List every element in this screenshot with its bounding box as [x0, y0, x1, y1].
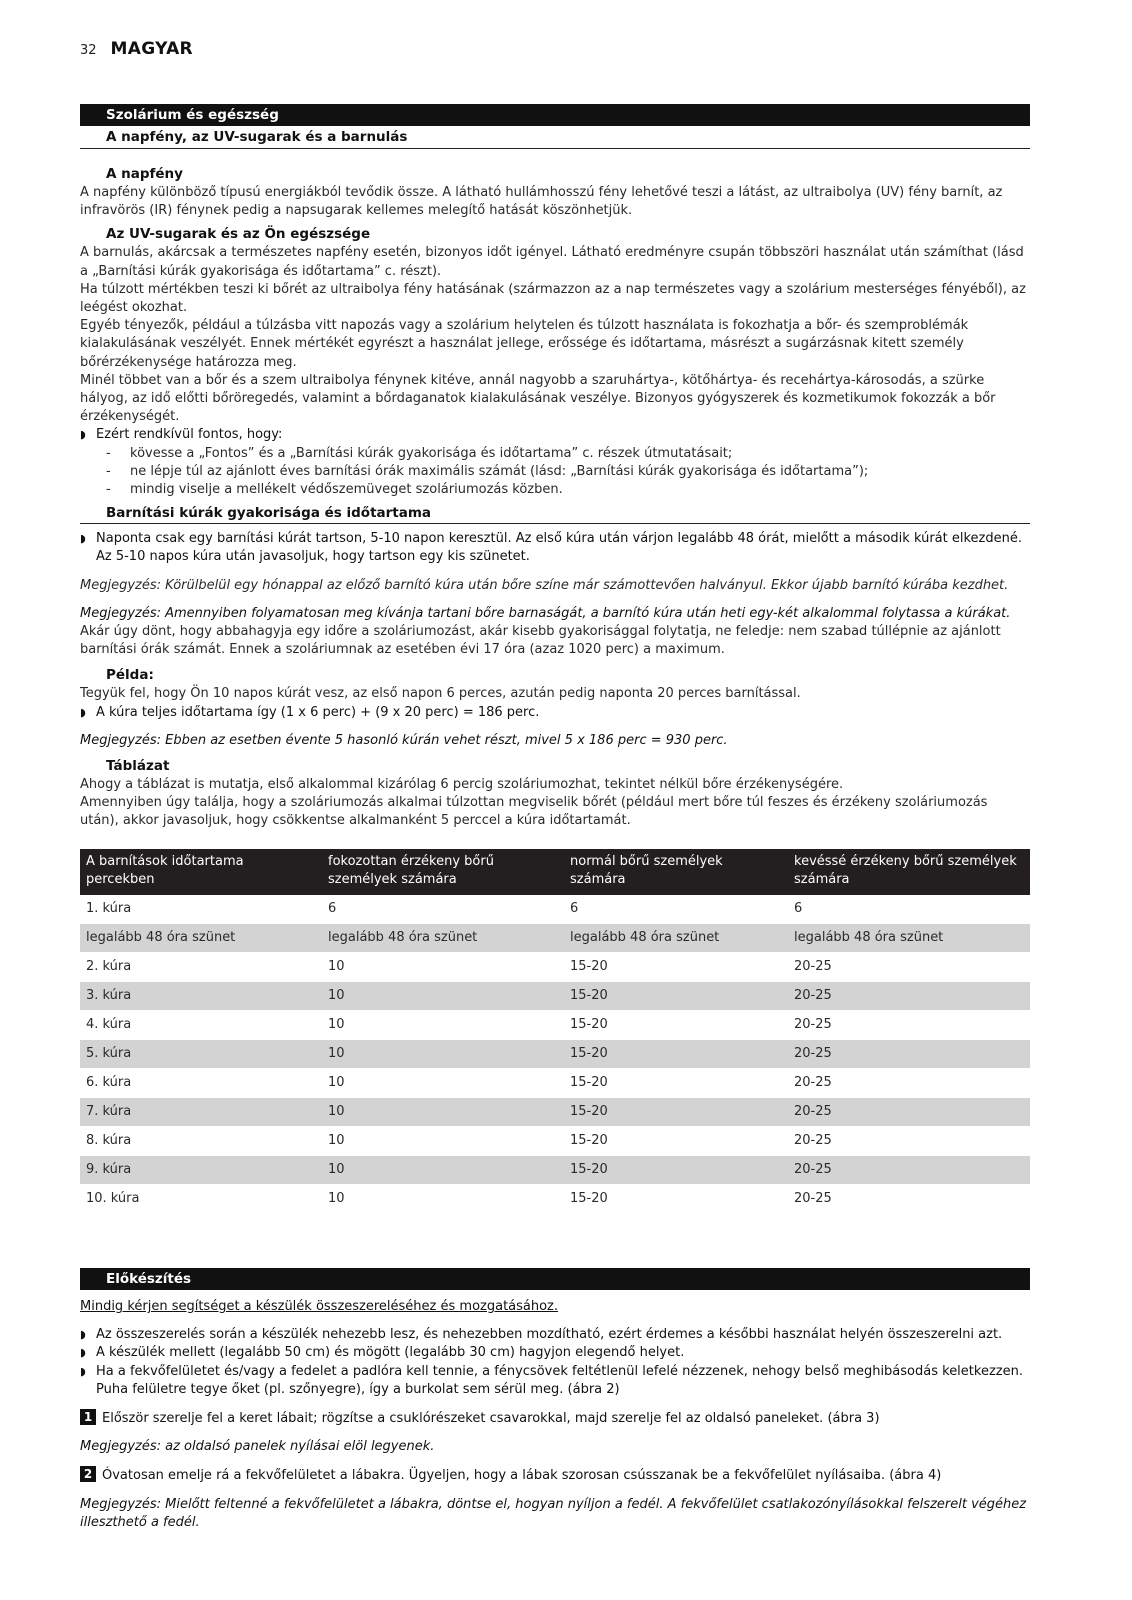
- table-row: 7. kúra 10 15-20 20-25: [80, 1097, 1030, 1126]
- frequency-text: Akár úgy dönt, hogy abbahagyja egy időre a szoláriumozást, akár kisebb gyakorisággal folytatja, ne feledje: nem szabad túllépnie az ajánlott barnítási órák számát. Ennek a szoláriumnak az esetében évi 17 óra (azaz 1020 perc) a maximum.: [80, 624, 1001, 658]
- tanning-schedule-table: [80, 849, 1030, 1214]
- table-row: 10. kúra 10 15-20 20-25: [80, 1184, 1030, 1213]
- column-header: A barnítások időtartama percekben: [80, 849, 322, 895]
- example-bullet: ◗ A kúra teljes időtartama így (1 x 6 perc) + (9 x 20 perc) = 186 perc.: [80, 704, 1030, 722]
- heading-frequency: Barnítási kúrák gyakorisága és időtartama: [80, 503, 1030, 524]
- table-header-row: [80, 849, 1030, 895]
- table-row: 4. kúra 10 15-20 20-25: [80, 1010, 1030, 1039]
- napfeny-text: A napfény különböző típusú energiákból tevődik össze. A látható hullámhosszú fény lehetővé teszi a látást, az ultraibolya (UV) fény barnít, az infravörös (IR) fénynek pedig a napsugarak kellemes melegítő hatását köszönhetjük.: [80, 185, 1003, 219]
- dash-item: - ne lépje túl az ajánlott éves barnítási órák maximális számát (lásd: „Barnítási kúrák gyakorisága és időtartama”);: [106, 463, 869, 479]
- page-header: [80, 39, 193, 59]
- heading-table: Táblázat: [106, 758, 170, 775]
- table-row: 8. kúra 10 15-20 20-25: [80, 1126, 1030, 1155]
- table-row: 9. kúra 10 15-20 20-25: [80, 1155, 1030, 1184]
- table-row: 1. kúra 6 6 6: [80, 895, 1030, 924]
- table-intro-1: Ahogy a táblázat is mutatja, első alkalommal kizárólag 6 percig szoláriumozhat, tekintet nélkül bőre érzékenységére.: [80, 777, 844, 793]
- heading-example: Példa:: [106, 667, 154, 684]
- uv-paragraph-3: Egyéb tényezők, például a túlzásba vitt napozás vagy a szolárium helytelen és túlzott használata is fokozhatja a bőr- és szemproblémák kialakulásának veszélyét. Ennek mértékét egyrészt a használat jellege, erőssége és időtartama, másrészt a sugárzásnak kitett személy bőrérzékenysége határozza meg.: [80, 318, 969, 370]
- table-row: 5. kúra 10 15-20 20-25: [80, 1039, 1030, 1068]
- dash-item: - kövesse a „Fontos” és a „Barnítási kúrák gyakorisága és időtartama” c. részek útmutatásait;: [106, 445, 733, 461]
- column-header: normál bőrű személyek számára: [564, 849, 788, 895]
- column-header: fokozottan érzékeny bőrű személyek számára: [322, 849, 564, 895]
- uv-paragraph-4: Minél többet van a bőr és a szem ultraibolya fénynek kitéve, annál nagyobb a szaruhártya-, kötőhártya- és recehártya-károsodás, a szürke hályog, az idő előtti bőröregedés, valamint a bőrdaganatok kialakulásának veszélye. Bizonyos gyógyszerek és kozmetikumok fokozzák a bőr érzékenységét.: [80, 372, 996, 425]
- heading-napfeny: A napfény: [106, 166, 183, 182]
- dash-item: - mindig viselje a mellékelt védőszemüveget szoláriumozás közben.: [106, 482, 563, 498]
- step-number-box: 2: [80, 1466, 96, 1482]
- section-subtitle: A napfény, az UV-sugarak és a barnulás: [80, 126, 1030, 149]
- assembly-warning: Mindig kérjen segítséget a készülék összeszereléséhez és mozgatásához.: [80, 1299, 559, 1314]
- step-number-box: 1: [80, 1409, 96, 1425]
- prep-bullet: ◗ Az összeszerelés során a készülék nehezebb lesz, és nehezebben mozdítható, ezért érdemes a későbbi használat helyén összeszerelni azt.: [80, 1326, 1030, 1344]
- example-note: Megjegyzés: Ebben az esetben évente 5 hasonló kúrán vehet részt, mivel 5 x 186 perc = 930 perc.: [80, 732, 728, 748]
- table-row: legalább 48 óra szünet legalább 48 óra szünet legalább 48 óra szünet legalább 48 óra szünet: [80, 923, 1030, 952]
- section-title-bar: Szolárium és egészség: [80, 104, 1030, 126]
- uv-paragraph-2: Ha túlzott mértékben teszi ki bőrét az ultraibolya fény hatásának (származzon az a nap természetes vagy a szolárium mesterséges fényéből), az leégést okozhat.: [80, 281, 1026, 316]
- page-language: MAGYAR: [110, 39, 193, 59]
- bullet-icon: ◗: [80, 428, 86, 442]
- bullet-icon: ◗: [80, 705, 86, 719]
- step-1: 1 Először szerelje fel a keret lábait; rögzítse a csuklórészeket csavarokkal, majd szerelje fel az oldalsó paneleket. (ábra 3): [80, 1409, 1030, 1428]
- prep-bullet: ◗ A készülék mellett (legalább 50 cm) és mögött (legalább 30 cm) hagyjon elegendő helyet.: [80, 1344, 1030, 1362]
- note-2: Megjegyzés: Amennyiben folyamatosan meg kívánja tartani bőre barnaságát, a barnító kúra után heti egy-két alkalommal folytassa a kúrákat.: [80, 605, 1011, 621]
- section-title-bar-preparation: Előkészítés: [80, 1268, 1030, 1290]
- bullet-icon: ◗: [80, 1328, 86, 1342]
- heading-uv: Az UV-sugarak és az Ön egészsége: [106, 226, 371, 243]
- frequency-bullet: ◗ Naponta csak egy barnítási kúrát tartson, 5-10 napon keresztül. Az első kúra után várjon legalább 48 órát, mielőtt a második kúrát elkezdené. Az 5-10 napos kúra után javasoljuk, hogy tartson egy kis szünetet.: [80, 530, 1030, 566]
- prep-bullet: ◗ Ha a fekvőfelületet és/vagy a fedelet a padlóra kell tennie, a fénycsövek feltétlenül lefelé nézzenek, nehogy belső meghibásodás keletkezzen. Puha felületre tegye őket (pl. szőnyegre), így a burkolat sem sérül meg. (ábra 2): [80, 1363, 1030, 1399]
- step-2: 2 Óvatosan emelje rá a fekvőfelületet a lábakra. Ügyeljen, hogy a lábak szorosan csússzanak be a fekvőfelület nyílásaiba. (ábra 4): [80, 1466, 1030, 1485]
- uv-paragraph-1: A barnulás, akárcsak a természetes napfény esetén, bizonyos időt igényel. Látható eredményre csupán többszöri használat után számíthat (lásd a „Barnítási kúrák gyakorisága és időtartama” c. részt).: [80, 245, 1024, 279]
- bullet-icon: ◗: [80, 1346, 86, 1360]
- important-bullet: ◗ Ezért rendkívül fontos, hogy:: [80, 426, 1030, 444]
- table-row: 2. kúra 10 15-20 20-25: [80, 952, 1030, 981]
- table-row: 6. kúra 10 15-20 20-25: [80, 1068, 1030, 1097]
- column-header: kevéssé érzékeny bőrű személyek számára: [788, 849, 1030, 895]
- table-row: 3. kúra 10 15-20 20-25: [80, 981, 1030, 1010]
- step-1-note: Megjegyzés: az oldalsó panelek nyílásai elöl legyenek.: [80, 1439, 435, 1455]
- bullet-icon: ◗: [80, 1364, 86, 1378]
- table-intro-2: Amennyiben úgy találja, hogy a szoláriumozás alkalmai túlzottan megviselik bőrét (például mert bőre túl feszes és érzékeny szoláriumozás után), akkor javasoljuk, hogy csökkentse alkalmanként 5 perccel a kúra időtartamát.: [80, 795, 988, 829]
- step-2-note: Megjegyzés: Mielőtt feltenné a fekvőfelületet a lábakra, döntse el, hogyan nyíljon a fedél. A fekvőfelület csatlakozónyílásokkal felszerelt végéhez illeszthető a fedél.: [80, 1496, 1027, 1530]
- note-1: Megjegyzés: Körülbelül egy hónappal az előző barnító kúra után bőre színe már számottevően halványul. Ekkor újabb barnító kúrába kezdhet.: [80, 577, 1009, 593]
- page-number: 32: [80, 43, 97, 58]
- example-text: Tegyük fel, hogy Ön 10 napos kúrát vesz, az első napon 6 perces, azután pedig naponta 20 perces barnítással.: [80, 686, 801, 702]
- bullet-icon: ◗: [80, 532, 86, 546]
